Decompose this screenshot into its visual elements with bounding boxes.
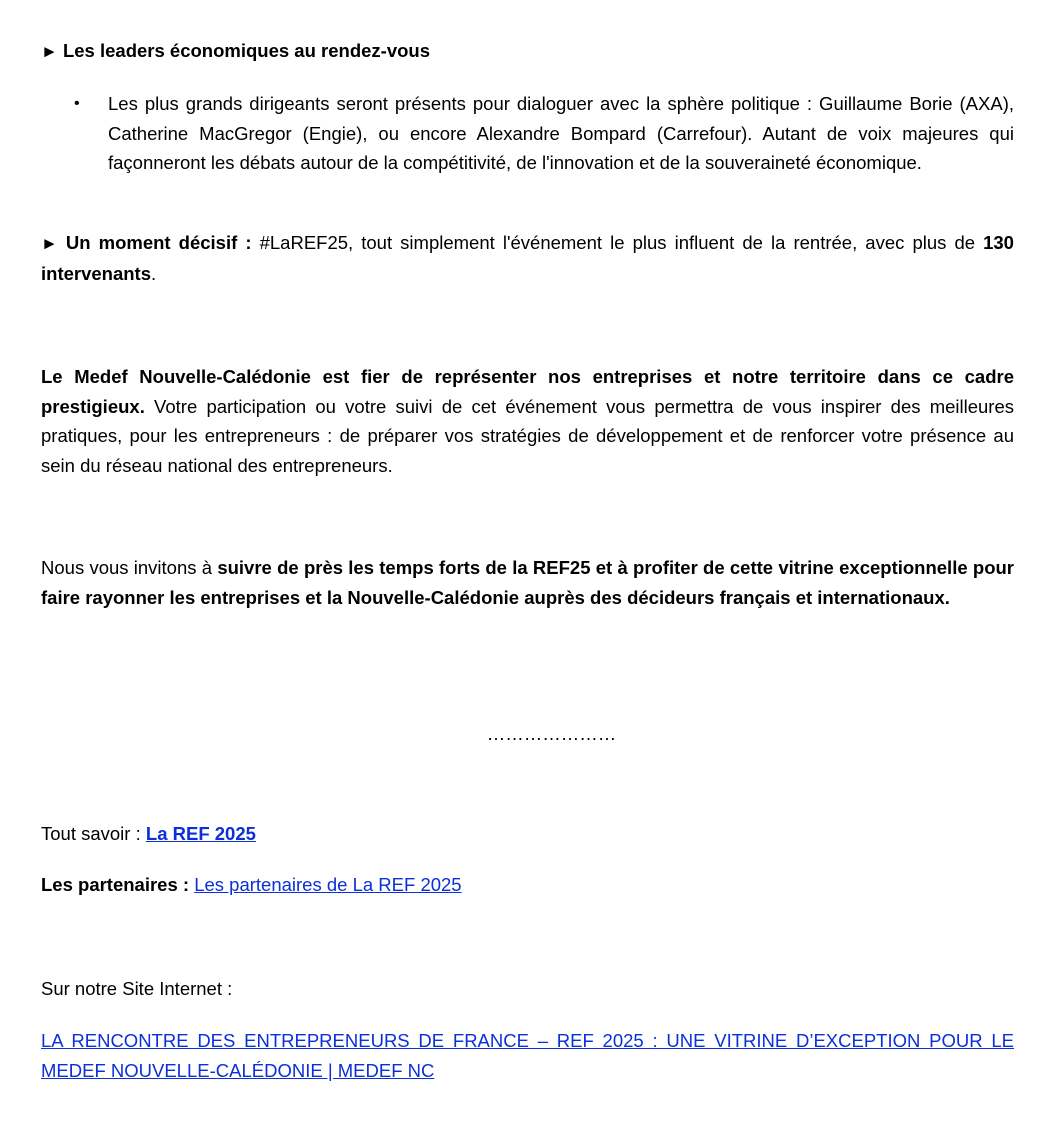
heading-text: Les leaders économiques au rendez-vous bbox=[62, 40, 431, 61]
ref-2025-link[interactable]: La REF 2025 bbox=[145, 823, 256, 844]
invitation-text: Nous vous invitons à bbox=[41, 557, 218, 578]
bullet-icon: • bbox=[74, 95, 80, 112]
moment-paragraph bbox=[41, 228, 1014, 288]
medef-bold: Le Medef Nouvelle-Calédonie est fier de représenter nos entreprises et notre territoire dans ce cadre prestigieux. bbox=[41, 366, 1014, 417]
site-link-block bbox=[41, 1026, 1014, 1085]
site-internet-line bbox=[41, 974, 1014, 1004]
list-item bbox=[41, 89, 1014, 178]
moment-text: #LaREF25, tout simplement l'événement le plus influent de la rentrée, avec plus de bbox=[251, 232, 984, 253]
bullet-text: Les plus grands dirigeants seront présents pour dialoguer avec la sphère politique : Guillaume Borie (AXA), Catherine MacGregor (Engie), ou encore Alexandre Bompard (Carrefour). Autant de voix majeures qui façonneront les débats autour de la compétitivité, de l'innovation et de la souveraineté économique. bbox=[108, 93, 1014, 173]
tout-savoir-label: Tout savoir : bbox=[41, 823, 146, 844]
separator bbox=[41, 719, 1014, 749]
leaders-bullet-list bbox=[41, 89, 1014, 178]
site-label: Sur notre Site Internet : bbox=[41, 978, 233, 999]
medef-paragraph bbox=[41, 362, 1014, 480]
moment-end: . bbox=[151, 262, 157, 284]
partenaires-line bbox=[41, 870, 1014, 900]
separator-dots: ………………… bbox=[486, 723, 617, 744]
section-medef bbox=[41, 362, 1014, 480]
section-leaders-heading bbox=[41, 36, 1014, 67]
partenaires-link[interactable]: Les partenaires de La REF 2025 bbox=[194, 874, 462, 895]
tout-savoir-line bbox=[41, 819, 1014, 849]
section-leaders bbox=[41, 36, 1014, 67]
invitation-paragraph bbox=[41, 553, 1014, 612]
invitation-bold: suivre de près les temps forts de la REF25 et à profiter de cette vitrine exceptionnelle pour faire rayonner les entreprises et la Nouvelle-Calédonie auprès des décideurs français et internationaux. bbox=[41, 557, 1014, 608]
moment-lead: Un moment décisif : bbox=[65, 232, 252, 253]
speaker-count: 130 intervenants bbox=[41, 232, 1014, 284]
triangle-marker-icon: ► bbox=[41, 42, 58, 61]
medef-text: Votre participation ou votre suivi de cet événement vous permettra de vous inspirer des meilleures pratiques, pour les entrepreneurs : de préparer vos stratégies de développement et de renforcer votre présence au sein du réseau national des entrepreneurs. bbox=[41, 395, 1014, 476]
site-article-link[interactable]: LA RENCONTRE DES ENTREPRENEURS DE FRANCE – REF 2025 : UNE VITRINE D’EXCEPTION POUR LE MEDEF NOUVELLE-CALÉDONIE | MEDEF NC bbox=[41, 1030, 1014, 1081]
section-moment bbox=[41, 228, 1014, 288]
section-invitation bbox=[41, 553, 1014, 612]
partenaires-label: Les partenaires : bbox=[41, 874, 195, 895]
triangle-marker-icon: ► bbox=[41, 234, 58, 253]
